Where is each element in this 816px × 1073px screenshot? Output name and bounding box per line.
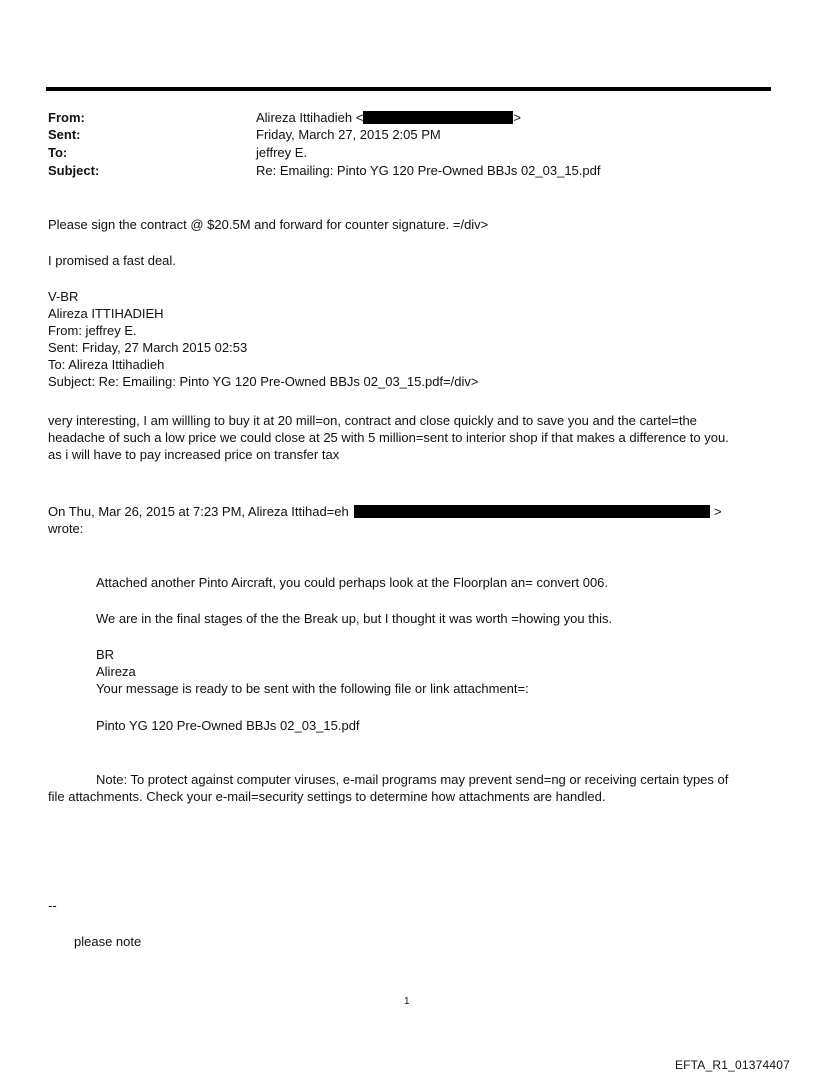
signature-line: Alireza ITTIHADIEH: [48, 306, 164, 321]
please-note: please note: [74, 934, 142, 949]
forward-subject: Subject: Re: Emailing: Pinto YG 120 Pre-Owned BBJs 02_03_15.pdf=/div>: [48, 374, 479, 389]
from-label: From:: [48, 110, 85, 125]
forward-sent: Sent: Friday, 27 March 2015 02:53: [48, 340, 248, 355]
quoted-signature: BR: [96, 647, 115, 662]
subject-label: Subject:: [48, 163, 100, 178]
signature-line: V-BR: [48, 289, 79, 304]
document-id: EFTA_R1_01374407: [674, 1058, 790, 1072]
reply-line: very interesting, I am willling to buy it at 20 mill=on, contract and close quickly and to save you and the cartel=the: [48, 413, 697, 428]
from-value: [256, 110, 521, 125]
reply-line: headache of such a low price we could close at 25 with 5 million=sent to interior shop if that makes a difference to you.: [48, 430, 729, 445]
body-paragraph: I promised a fast deal.: [48, 253, 176, 268]
quoted-paragraph: Attached another Pinto Aircraft, you could perhaps look at the Floorplan an= convert 006.: [96, 575, 609, 590]
subject-value: Re: Emailing: Pinto YG 120 Pre-Owned BBJs 02_03_15.pdf: [256, 163, 601, 178]
redaction-bar: [354, 505, 710, 518]
signature-separator: --: [48, 898, 57, 913]
page-number: 1: [404, 996, 410, 1007]
note-line: file attachments. Check your e-mail=security settings to determine how attachments are handled.: [48, 789, 606, 804]
sent-label: Sent:: [48, 127, 81, 142]
quote-wrote: wrote:: [48, 521, 84, 536]
to-value: jeffrey E.: [256, 145, 308, 160]
quote-intro-suffix: >: [714, 504, 722, 519]
reply-line: as i will have to pay increased price on transfer tax: [48, 447, 340, 462]
from-suffix: >: [513, 110, 521, 125]
from-name: Alireza Ittihadieh <: [256, 110, 364, 125]
forward-to: To: Alireza Ittihadieh: [48, 357, 165, 372]
attachment-filename: Pinto YG 120 Pre-Owned BBJs 02_03_15.pdf: [96, 718, 360, 733]
note-line: Note: To protect against computer viruses, e-mail programs may prevent send=ng or receiving certain types of: [96, 772, 729, 787]
quote-intro: [48, 504, 722, 520]
quoted-paragraph: We are in the final stages of the the Break up, but I thought it was worth =howing you this.: [96, 611, 613, 626]
header-rule: [46, 87, 771, 91]
forward-from: From: jeffrey E.: [48, 323, 137, 338]
quoted-signature: Alireza: [96, 664, 136, 679]
body-paragraph: Please sign the contract @ $20.5M and forward for counter signature. =/div>: [48, 217, 489, 232]
quoted-message: Your message is ready to be sent with the following file or link attachment=:: [96, 681, 529, 696]
sent-value: Friday, March 27, 2015 2:05 PM: [256, 127, 441, 142]
to-label: To:: [48, 145, 68, 160]
quote-intro-text: On Thu, Mar 26, 2015 at 7:23 PM, Alireza Ittihad=eh: [48, 504, 349, 519]
redaction-bar: [363, 111, 513, 124]
